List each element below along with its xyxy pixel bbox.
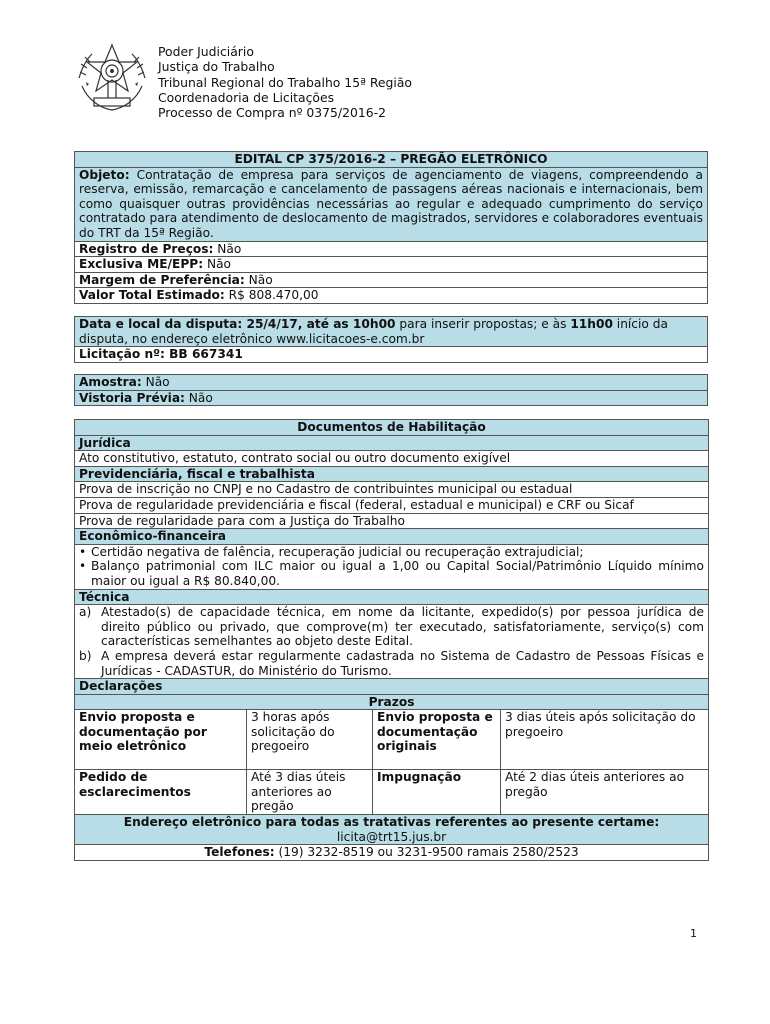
- telefones-label: Telefones:: [204, 845, 275, 860]
- envio-originais-label-cell: [373, 710, 501, 770]
- amostra-table: [74, 374, 708, 406]
- margem-label: Margem de Preferência:: [79, 272, 245, 287]
- header-line: Poder Judiciário: [158, 44, 254, 59]
- economico-list: [79, 545, 704, 589]
- brazil-coat-of-arms-seal: [74, 42, 150, 116]
- economico-item: • Certidão negativa de falência, recuperação judicial ou recuperação extrajudicial;: [79, 545, 704, 560]
- endereco-label: Endereço eletrônico para todas as tratativas referentes ao presente certame:: [123, 815, 660, 830]
- declaracoes-title: Declarações: [79, 679, 163, 694]
- margem-value: Não: [244, 272, 273, 287]
- telefones-value: (19) 3232-8519 ou 3231-9500 ramais 2580/2523: [274, 845, 579, 860]
- document-header: [74, 40, 714, 122]
- disputa-table: [74, 316, 708, 363]
- tecnica-item-label: b): [79, 648, 92, 663]
- licitacao-cell: [75, 347, 708, 363]
- pedido-value: Até 3 dias úteis anteriores ao pregão: [247, 770, 373, 815]
- tecnica-items-cell: [75, 605, 709, 679]
- vistoria-label: Vistoria Prévia:: [79, 390, 185, 405]
- juridica-item: Ato constitutivo, estatuto, contrato social ou outro documento exigível: [75, 451, 709, 467]
- tecnica-item: [79, 649, 704, 678]
- tecnica-item-text: Atestado(s) de capacidade técnica, em nome da licitante, expedido(s) por pessoa jurídica de direito público ou privado, que comprove(m) ter executado, satisfatoriamente, serviço(s) com características semelhantes ao objeto deste Edital.: [101, 605, 705, 649]
- prazos-title-cell: [75, 694, 709, 710]
- vistoria-value: Não: [184, 390, 213, 405]
- exclusiva-cell: [75, 257, 708, 273]
- header-line: Tribunal Regional do Trabalho 15ª Região: [158, 74, 413, 90]
- juridica-title: Jurídica: [79, 435, 131, 450]
- objeto-label: Objeto:: [79, 167, 130, 182]
- economico-item: • Balanço patrimonial com ILC maior ou igual a 1,00 ou Capital Social/Patrimônio Líquido mínimo maior ou igual a R$ 80.840,00.: [79, 559, 704, 588]
- registro-precos-label: Registro de Preços:: [79, 241, 214, 256]
- objeto-cell: [75, 167, 708, 241]
- envio-originais-value: 3 dias úteis após solicitação do pregoeiro: [501, 710, 709, 770]
- tecnica-item-label: a): [79, 605, 92, 620]
- registro-precos-cell: [75, 241, 708, 257]
- tecnica-title: Técnica: [79, 589, 130, 604]
- registro-precos-value: Não: [213, 241, 242, 256]
- previdenciaria-title: Previdenciária, fiscal e trabalhista: [79, 466, 315, 481]
- tecnica-title-cell: [75, 589, 709, 605]
- amostra-value: Não: [141, 375, 170, 389]
- header-line: Justiça do Trabalho: [158, 59, 275, 75]
- envio-eletronico-label-cell: [75, 710, 247, 770]
- amostra-cell: [75, 375, 708, 391]
- telefones-cell: [75, 845, 709, 861]
- valor-total-value: R$ 808.470,00: [224, 288, 319, 303]
- impugnacao-value: Até 2 dias úteis anteriores ao pregão: [501, 770, 709, 815]
- edital-table: [74, 151, 708, 304]
- vistoria-cell: [75, 390, 708, 406]
- disputa-text-2: início da disputa, no endereço eletrônico www.licitacoes-e.com.br: [79, 317, 668, 346]
- exclusiva-label: Exclusiva ME/EPP:: [79, 257, 204, 272]
- pedido-label-cell: [75, 770, 247, 815]
- documentos-title-cell: [75, 420, 709, 436]
- contact-email[interactable]: licita@trt15.jus.br: [336, 829, 447, 844]
- economico-title: Econômico-financeira: [79, 529, 227, 544]
- tecnica-list: [79, 605, 704, 678]
- pedido-label: Pedido de esclarecimentos: [79, 770, 191, 799]
- declaracoes-title-cell: [75, 679, 709, 695]
- header-text-block: [158, 44, 412, 120]
- impugnacao-label: Impugnação: [377, 770, 462, 785]
- margem-cell: [75, 272, 708, 288]
- disputa-cell: [75, 317, 708, 347]
- envio-originais-label: Envio proposta e documentação originais: [377, 710, 493, 754]
- licitacao-number: Licitação nº: BB 667341: [79, 347, 243, 362]
- edital-title-cell: [75, 152, 708, 168]
- objeto-text: Contratação de empresa para serviços de agenciamento de viagens, compreendendo a reserva, emissão, remarcação e cancelamento de passagens aéreas nacionais e internacionais, bem como quaisquer outras providências necessárias ao regular e adequado cumprimento do serviço contratado para atendimento de deslocamento de magistrados, servidores e colaboradores eventuais do TRT da 15ª Região.: [79, 167, 703, 240]
- edital-title: EDITAL CP 375/2016-2 – PREGÃO ELETRÔNICO: [234, 152, 548, 166]
- header-line: Processo de Compra nº 0375/2016-2: [158, 105, 386, 121]
- envio-eletronico-value: 3 horas após solicitação do pregoeiro: [247, 710, 373, 770]
- documentos-title: Documentos de Habilitação: [297, 420, 486, 434]
- economico-title-cell: [75, 529, 709, 545]
- envio-eletronico-label: Envio proposta e documentação por meio eletrônico: [79, 710, 207, 754]
- impugnacao-label-cell: [373, 770, 501, 815]
- tecnica-item: [79, 605, 704, 649]
- disputa-text-1: para inserir propostas; e às: [395, 317, 571, 331]
- disputa-label: Data e local da disputa: 25/4/17, até as 10h00: [79, 317, 396, 331]
- exclusiva-value: Não: [203, 257, 231, 272]
- amostra-label: Amostra:: [79, 375, 142, 389]
- valor-total-cell: [75, 288, 708, 304]
- disputa-time: 11h00: [570, 317, 613, 331]
- economico-items-cell: [75, 544, 709, 589]
- page-number: 1: [690, 927, 697, 940]
- endereco-cell: [75, 815, 709, 845]
- documentos-table: [74, 419, 709, 861]
- valor-total-label: Valor Total Estimado:: [79, 288, 225, 303]
- juridica-title-cell: [75, 435, 709, 451]
- header-line: Coordenadoria de Licitações: [158, 89, 335, 105]
- previdenciaria-item: Prova de inscrição no CNPJ e no Cadastro de contribuintes municipal ou estadual: [75, 482, 709, 498]
- previdenciaria-title-cell: [75, 466, 709, 482]
- prazos-title: Prazos: [368, 694, 415, 709]
- previdenciaria-item: Prova de regularidade previdenciária e fiscal (federal, estadual e municipal) e CRF ou Sicaf: [75, 497, 709, 513]
- tecnica-item-text: A empresa deverá estar regularmente cadastrada no Sistema de Cadastro de Pessoas Físicas e Jurídicas - CADASTUR, do Ministério do Turismo.: [101, 648, 705, 678]
- previdenciaria-item: Prova de regularidade para com a Justiça do Trabalho: [75, 513, 709, 529]
